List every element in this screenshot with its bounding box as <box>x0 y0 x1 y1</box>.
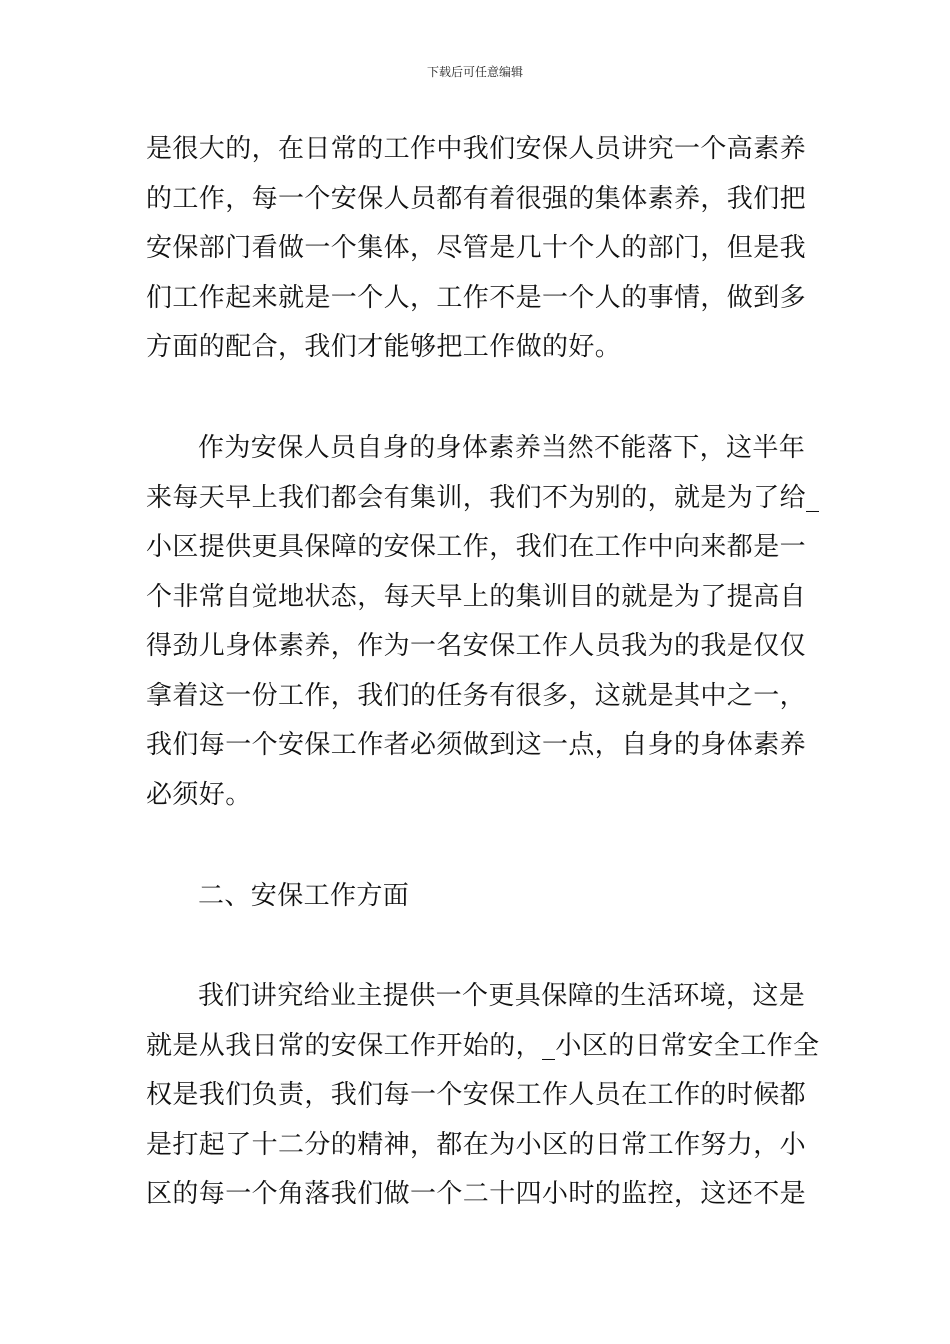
text-line: 个非常自觉地状态，每天早上的集训目的就是为了提高自 <box>146 581 807 612</box>
heading-text: 二、安保工作方面 <box>198 881 410 911</box>
paragraph-physical-fitness <box>146 424 820 820</box>
text-line: 我们讲究给业主提供一个更具保障的生活环境，这是 <box>198 981 806 1011</box>
text-line: 就是从我日常的安保工作开始的，_小区的日常安全工作全 <box>146 1030 820 1061</box>
text-line: 我们每一个安保工作者必须做到这一点，自身的身体素养 <box>146 730 807 760</box>
text-line: 必须好。 <box>146 779 252 810</box>
section-heading <box>146 872 808 922</box>
text-line: 区的每一个角落我们做一个二十四小时的监控，这还不是 <box>146 1179 807 1209</box>
text-line: 权是我们负责，我们每一个安保工作人员在工作的时候都 <box>146 1080 807 1110</box>
page-header: 下载后可任意编辑 <box>426 65 523 79</box>
text-line: 拿着这一份工作，我们的任务有很多，这就是其中之一， <box>146 680 807 711</box>
text-line: 的工作，每一个安保人员都有着很强的集体素养，我们把 <box>146 183 807 214</box>
paragraph-security-teamwork <box>146 125 808 373</box>
text-line: 们工作起来就是一个人，工作不是一个人的事情，做到多 <box>146 282 807 313</box>
text-line: 得劲儿身体素养，作为一名安保工作人员我为的我是仅仅 <box>146 631 807 661</box>
text-line: 是很大的，在日常的工作中我们安保人员讲究一个高素养 <box>146 134 807 164</box>
text-line: 是打起了十二分的精神，都在为小区的日常工作努力，小 <box>146 1129 807 1160</box>
text-line: 安保部门看做一个集体，尽管是几十个人的部门，但是我 <box>146 233 807 263</box>
paragraph-security-work <box>146 972 820 1220</box>
text-line: 方面的配合，我们才能够把工作做的好。 <box>146 332 622 362</box>
text-line: 作为安保人员自身的身体素养当然不能落下，这半年 <box>198 433 806 463</box>
text-line: 小区提供更具保障的安保工作，我们在工作中向来都是一 <box>146 532 807 562</box>
text-line: 来每天早上我们都会有集训，我们不为别的，就是为了给_ <box>146 482 820 513</box>
